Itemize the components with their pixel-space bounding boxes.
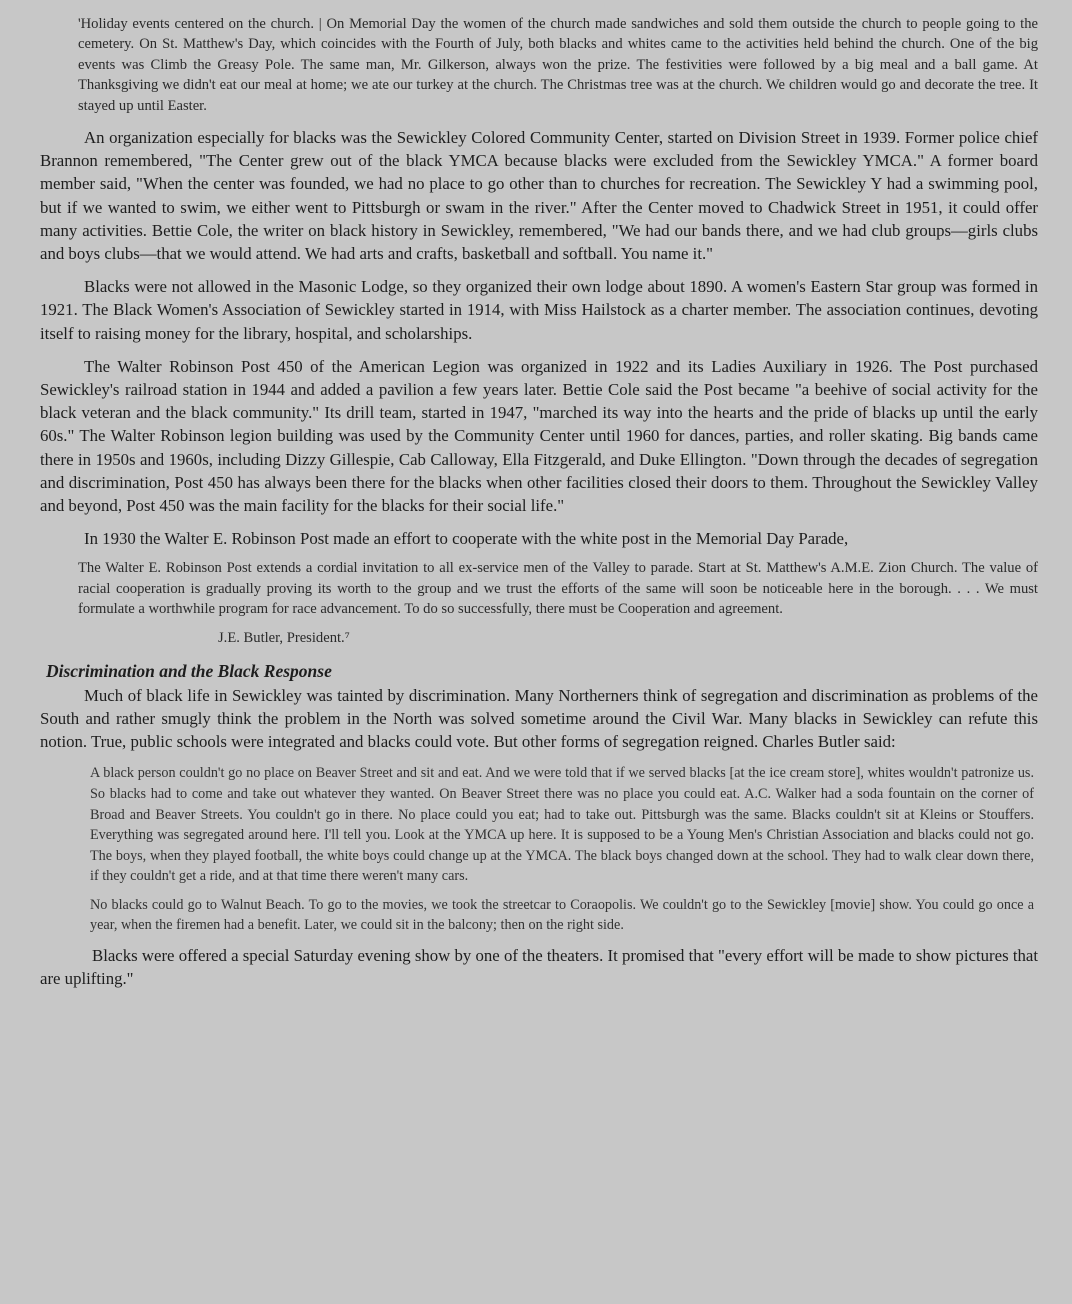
paragraph-parade-1930: In 1930 the Walter E. Robinson Post made an effort to cooperate with the white post in the Memorial Day Parade, (84, 529, 849, 549)
section-title: Discrimination and the Black Response (46, 660, 332, 681)
butler-quote-1: A black person couldn't go no place on Beaver Street and sit and eat. And we were told that if we served blacks [at the ice cream store], whites wouldn't patronize us. So blacks had to come and take out whatever they wanted. On Beaver Street there was no place you could eat. A.C. Walker had a soda fountain on the corner of Broad and Beaver Streets. You couldn't go in there. No place could you eat; had to take out. Pittsburgh was the same. Blacks couldn't sit at Kleins or Stouffers. Everything was segregated around here. I'll tell you. Look at the YMCA up here. It is supposed to be a Young Men's Christian Association and blacks could not go. The boys, when they played football, the white boys could change up at the YMCA. The black boys changed down at the school. They had to walk clear down there, if they couldn't get a ride, and at that time there weren't many cars. (90, 765, 1034, 885)
butler-quote-2: No blacks could go to Walnut Beach. To go to the movies, we took the streetcar to Coraopolis. We couldn't go to the Sewickley [movie] show. You could go once a year, when the firemen had a benefit. Later, we could sit in the balcony; then on the right side. (90, 896, 1034, 934)
signature: J.E. Butler, President.⁷ (218, 629, 350, 646)
paragraph-discrimination: Much of black life in Sewickley was tainted by discrimination. Many Northerners think of segregation and discrimination as problems of the South and rather smugly think the problem in the North was solved sometime around the Civil War. Many blacks in Sewickley can refute this notion. True, public schools were integrated and blacks could vote. But other forms of segregation reigned. Charles Butler said: (40, 685, 1038, 752)
parade-quote: The Walter E. Robinson Post extends a cordial invitation to all ex-service men of the Valley to parade. Start at St. Matthew's A.M.E. Zion Church. The value of racial cooperation is gradually proving its worth to the group and we trust the efforts of the same will soon be noticeable here in the borough. . . . We must formulate a worthwhile program for race advancement. To do so successfully, there must be Cooperation and agreement. (78, 560, 1038, 618)
paragraph-saturday-show: Blacks were offered a special Saturday evening show by one of the theaters. It promised that "every effort will be made to show pictures that are uplifting." (40, 946, 1038, 989)
paragraph-masonic-lodge: Blacks were not allowed in the Masonic Lodge, so they organized their own lodge about 1890. A women's Eastern Star group was formed in 1921. The Black Women's Association of Sewickley started in 1914, with Miss Hailstock as a charter member. The association continues, devoting itself to raising money for the library, hospital, and scholarships. (40, 277, 1038, 343)
holiday-quote: 'Holiday events centered on the church. | On Memorial Day the women of the church made sandwiches and sold them outside the church to people going to the cemetery. On St. Matthew's Day, which coincides with the Fourth of July, both blacks and whites came to the activities held behind the church. One of the big events was Climb the Greasy Pole. The same man, Mr. Gilkerson, always won the prize. The festivities were followed by a big meal and a ball game. At Thanksgiving we didn't eat our meal at home; we ate our turkey at the church. The Christmas tree was at the church. We children would go and decorate the tree. It stayed up until Easter. (78, 16, 1038, 114)
paragraph-community-center: An organization especially for blacks was the Sewickley Colored Community Center, started on Division Street in 1939. Former police chief Brannon remembered, "The Center grew out of the black YMCA because blacks were excluded from the Sewickley YMCA." A former board member said, "When the center was founded, we had no place to go other than to churches for recreation. The Sewickley Y had a swimming pool, but if we wanted to swim, we either went to Pittsburgh or swam in the river." After the Center moved to Chadwick Street in 1951, it could offer many activities. Bettie Cole, the writer on black history in Sewickley, remembered, "We had our bands there, and we had club groups—girls clubs and boys clubs—that we would attend. We had arts and crafts, basketball and softball. You name it." (40, 128, 1038, 264)
paragraph-robinson-post: The Walter Robinson Post 450 of the American Legion was organized in 1922 and its Ladies Auxiliary in 1926. The Post purchased Sewickley's railroad station in 1944 and added a pavilion a few years later. Bettie Cole said the Post became "a beehive of social activity for the black veteran and the black community." Its drill team, started in 1947, "marched its way into the hearts and the pride of blacks up until the early 60s." The Walter Robinson legion building was used by the Community Center until 1960 for dances, parties, and roller skating. Big bands came there in 1950s and 1960s, including Dizzy Gillespie, Cab Calloway, Ella Fitzgerald, and Duke Ellington. "Down through the decades of segregation and discrimination, Post 450 has always been there for the blacks when other facilities closed their doors to them. Throughout the Sewickley Valley and beyond, Post 450 was the main facility for the blacks for their social life." (40, 356, 1038, 516)
